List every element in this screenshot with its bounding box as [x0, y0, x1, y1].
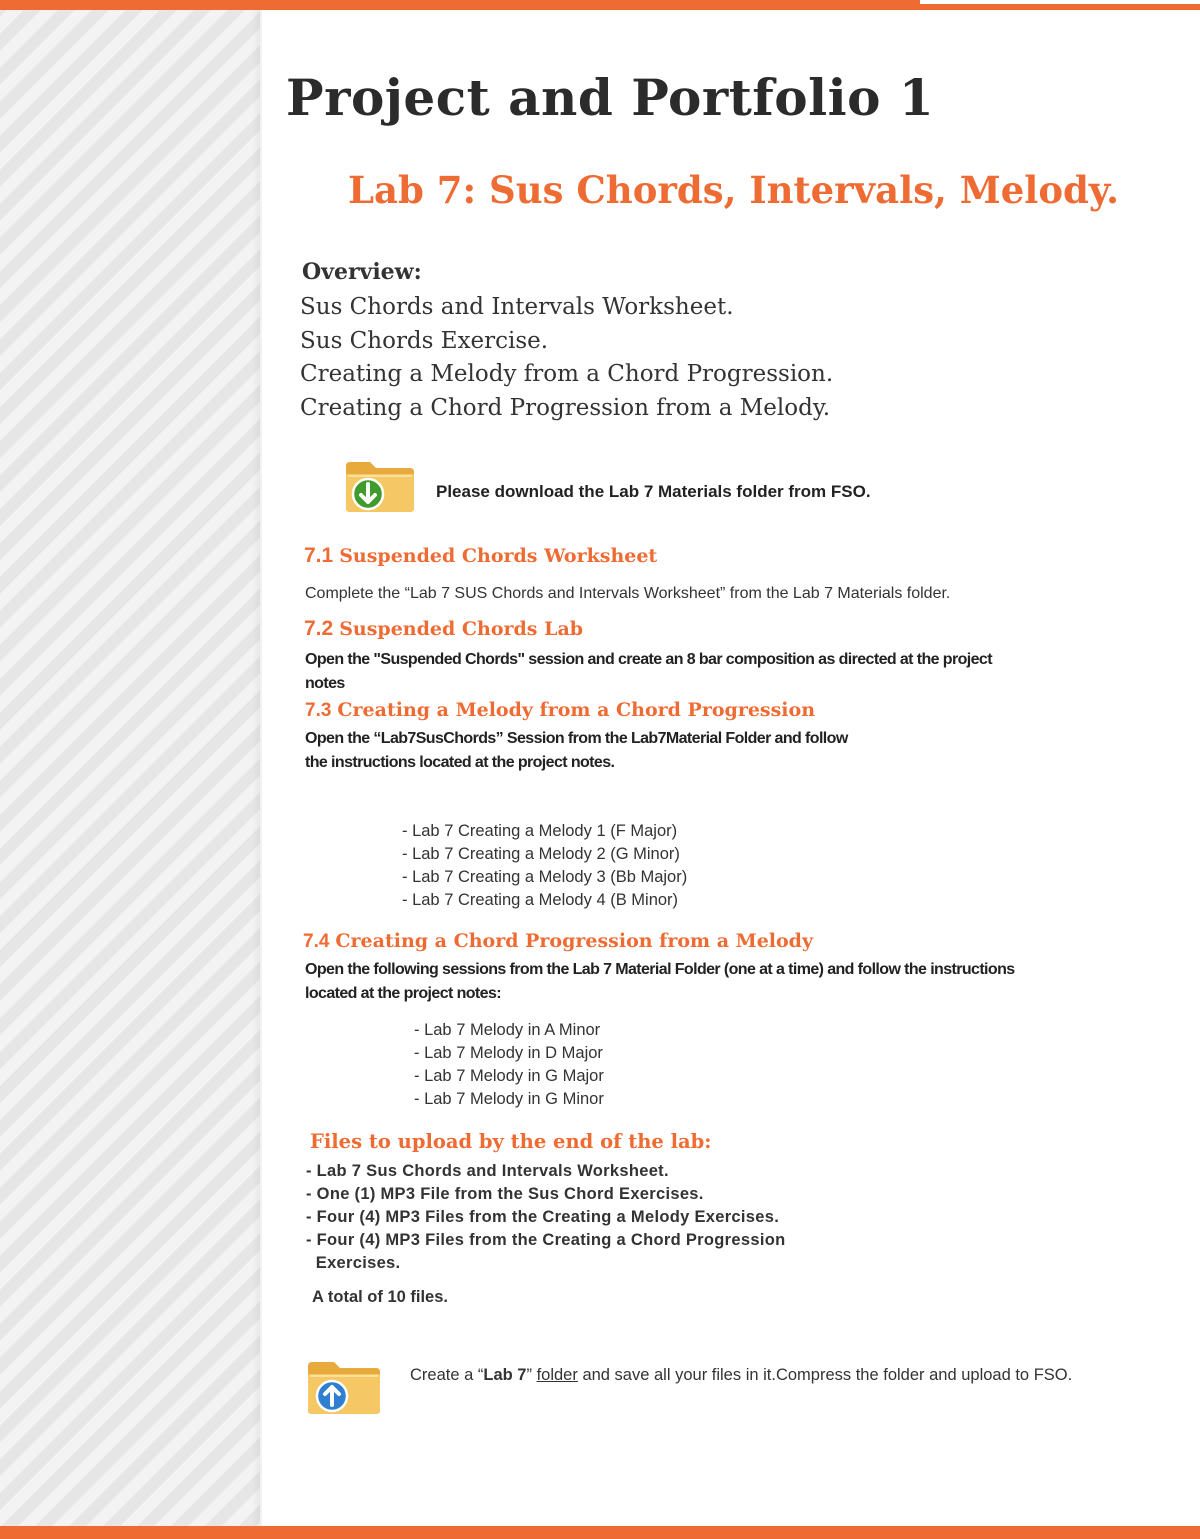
- melody-session-list: [402, 820, 687, 912]
- section-7-4-body: [305, 958, 1125, 1006]
- section-7-3-heading: [305, 699, 815, 722]
- section-title: Suspended Chords Lab: [339, 618, 584, 640]
- section-title: Suspended Chords Worksheet: [339, 545, 658, 567]
- section-number: 7.4: [303, 931, 330, 952]
- list-item: - One (1) MP3 File from the Sus Chord Exercises.: [306, 1185, 704, 1203]
- section-7-1-body: Complete the “Lab 7 SUS Chords and Intervals Worksheet” from the Lab 7 Materials folder.: [305, 585, 951, 602]
- decorative-sidebar: [0, 0, 260, 1539]
- top-accent-bar-gap: [920, 0, 1200, 4]
- download-instruction: Please download the Lab 7 Materials folder from FSO.: [436, 482, 871, 501]
- overview-item: Sus Chords Exercise.: [300, 327, 549, 354]
- list-item: - Four (4) MP3 Files from the Creating a Chord Progression: [306, 1231, 786, 1249]
- list-item: - Lab 7 Creating a Melody 4 (B Minor): [402, 891, 679, 909]
- overview-item: Creating a Melody from a Chord Progression.: [300, 361, 834, 387]
- list-item: Exercises.: [306, 1254, 401, 1272]
- overview-item: Sus Chords and Intervals Worksheet.: [300, 294, 734, 320]
- section-7-1-heading: [304, 544, 657, 568]
- chord-session-list: [414, 1019, 604, 1111]
- list-item: - Lab 7 Melody in D Major: [414, 1044, 603, 1062]
- list-item: - Lab 7 Sus Chords and Intervals Worksheet.: [306, 1162, 669, 1180]
- body-line: Open the "Suspended Chords" session and create an 8 bar composition as directed at the project: [305, 651, 992, 668]
- section-title: Creating a Melody from a Chord Progression: [337, 699, 816, 721]
- sidebar-shadow: [252, 0, 262, 1539]
- upload-folder-icon: [306, 1358, 382, 1416]
- section-title: Creating a Chord Progression from a Melody: [335, 930, 814, 952]
- body-line: Open the following sessions from the Lab 7 Material Folder (one at a time) and follow the instructions: [305, 961, 1015, 978]
- bottom-accent-bar: [0, 1526, 1200, 1539]
- section-7-2-body: [305, 648, 1125, 696]
- page-title: Project and Portfolio 1: [286, 68, 935, 127]
- section-number: 7.2: [304, 617, 334, 640]
- section-number: 7.3: [305, 700, 332, 721]
- section-7-2-heading: [304, 617, 583, 641]
- final-instruction: [410, 1364, 1090, 1387]
- overview-list: [300, 291, 833, 425]
- list-item: - Lab 7 Melody in A Minor: [414, 1021, 601, 1039]
- lab-subtitle: Lab 7: Sus Chords, Intervals, Melody.: [348, 168, 1120, 212]
- list-item: - Four (4) MP3 Files from the Creating a Melody Exercises.: [306, 1208, 780, 1226]
- upload-file-list: [306, 1160, 785, 1275]
- overview-heading: Overview:: [302, 259, 422, 285]
- final-text-post: and save all your files in it.Compress the folder and upload to FSO.: [577, 1366, 1073, 1384]
- overview-item: Creating a Chord Progression from a Melody.: [300, 394, 831, 421]
- list-item: - Lab 7 Melody in G Major: [414, 1067, 604, 1085]
- list-item: - Lab 7 Creating a Melody 1 (F Major): [402, 822, 678, 840]
- final-folder-word: folder: [536, 1366, 578, 1384]
- body-line: Open the “Lab7SusChords” Session from the Lab7Material Folder and follow: [305, 730, 848, 747]
- section-7-4-heading: [303, 930, 813, 953]
- body-line: located at the project notes:: [305, 985, 501, 1002]
- section-7-3-body: [305, 727, 1065, 775]
- list-item: - Lab 7 Creating a Melody 2 (G Minor): [402, 845, 680, 863]
- body-line: notes: [305, 675, 345, 692]
- final-text-mid: ”: [526, 1366, 537, 1384]
- final-text-pre: Create a “: [410, 1366, 484, 1384]
- final-folder-name: Lab 7: [483, 1366, 527, 1384]
- section-number: 7.1: [304, 544, 334, 567]
- list-item: - Lab 7 Melody in G Minor: [414, 1090, 604, 1108]
- download-folder-icon: [344, 458, 416, 514]
- total-files-note: A total of 10 files.: [312, 1288, 448, 1306]
- list-item: - Lab 7 Creating a Melody 3 (Bb Major): [402, 868, 688, 886]
- upload-heading: Files to upload by the end of the lab:: [310, 1130, 712, 1153]
- body-line: the instructions located at the project notes.: [305, 754, 615, 771]
